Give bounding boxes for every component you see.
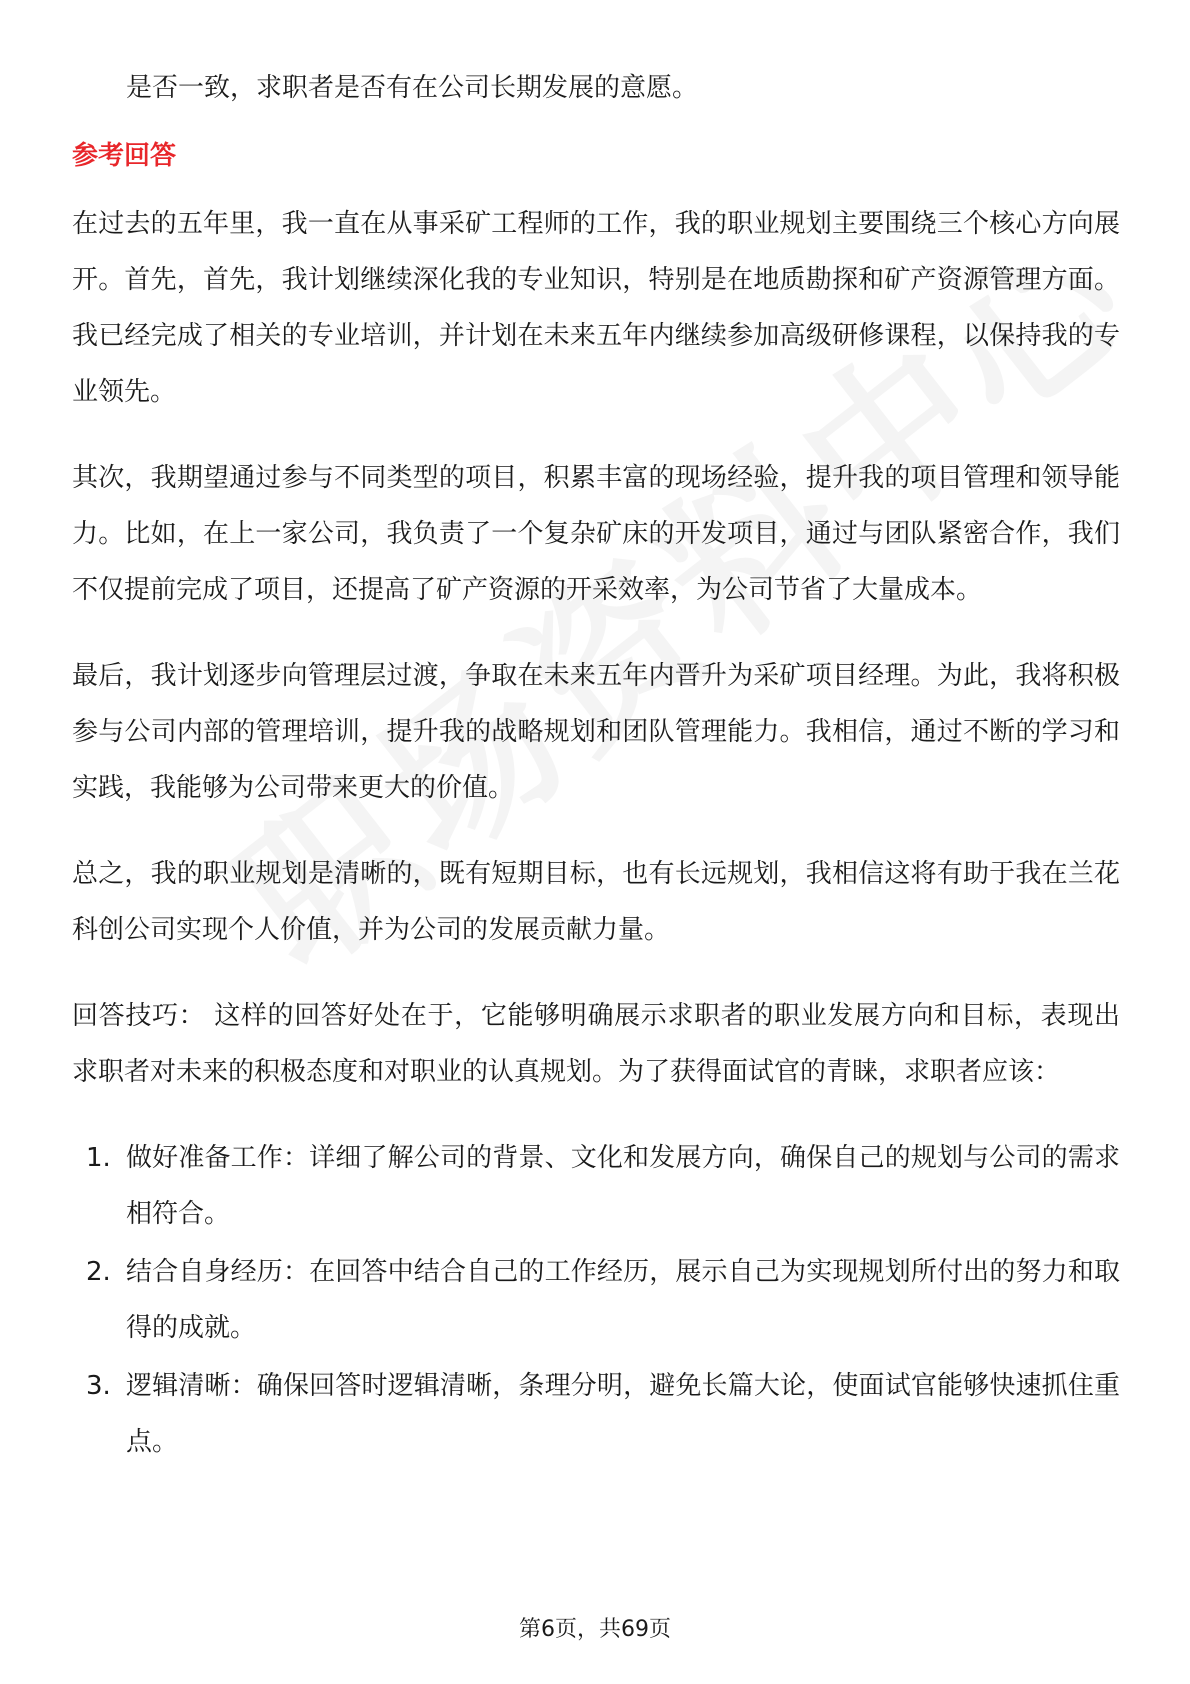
tip-item	[72, 1130, 1120, 1242]
page-content	[72, 60, 1120, 1472]
continued-line: 是否一致，求职者是否有在公司长期发展的意愿。	[126, 73, 699, 103]
tip-number: 1.	[86, 1143, 111, 1173]
tip-item	[72, 1244, 1120, 1356]
tips-intro: 回答技巧： 这样的回答好处在于，它能够明确展示求职者的职业发展方向和目标，表现出求职者对未来的积极态度和对职业的认真规划。为了获得面试官的青睐，求职者应该：	[72, 1001, 1120, 1087]
tip-number: 2.	[86, 1257, 111, 1287]
page-number: 第6页，共69页	[519, 1617, 671, 1642]
paragraph-4: 总之，我的职业规划是清晰的，既有短期目标，也有长远规划，我相信这将有助于我在兰花科创公司实现个人价值，并为公司的发展贡献力量。	[72, 859, 1120, 945]
tips-list	[72, 1130, 1120, 1470]
tip-text: 结合自身经历：在回答中结合自己的工作经历，展示自己为实现规划所付出的努力和取得的成就。	[126, 1257, 1120, 1343]
section-heading: 参考回答	[72, 141, 177, 171]
paragraph-3: 最后，我计划逐步向管理层过渡，争取在未来五年内晋升为采矿项目经理。为此，我将积极参与公司内部的管理培训，提升我的战略规划和团队管理能力。我相信，通过不断的学习和实践，我能够为公司带来更大的价值。	[72, 661, 1120, 803]
tip-number: 3.	[86, 1371, 111, 1401]
paragraph-1: 在过去的五年里，我一直在从事采矿工程师的工作，我的职业规划主要围绕三个核心方向展开。首先，首先，我计划继续深化我的专业知识，特别是在地质勘探和矿产资源管理方面。我已经完成了相关的专业培训，并计划在未来五年内继续参加高级研修课程，以保持我的专业领先。	[72, 209, 1120, 407]
tip-item	[72, 1358, 1120, 1470]
tip-text: 逻辑清晰：确保回答时逻辑清晰，条理分明，避免长篇大论，使面试官能够快速抓住重点。	[126, 1371, 1120, 1457]
paragraph-2: 其次，我期望通过参与不同类型的项目，积累丰富的现场经验，提升我的项目管理和领导能力。比如，在上一家公司，我负责了一个复杂矿床的开发项目，通过与团队紧密合作，我们不仅提前完成了项目，还提高了矿产资源的开采效率，为公司节省了大量成本。	[72, 463, 1120, 605]
tip-text: 做好准备工作：详细了解公司的背景、文化和发展方向，确保自己的规划与公司的需求相符合。	[126, 1143, 1120, 1229]
